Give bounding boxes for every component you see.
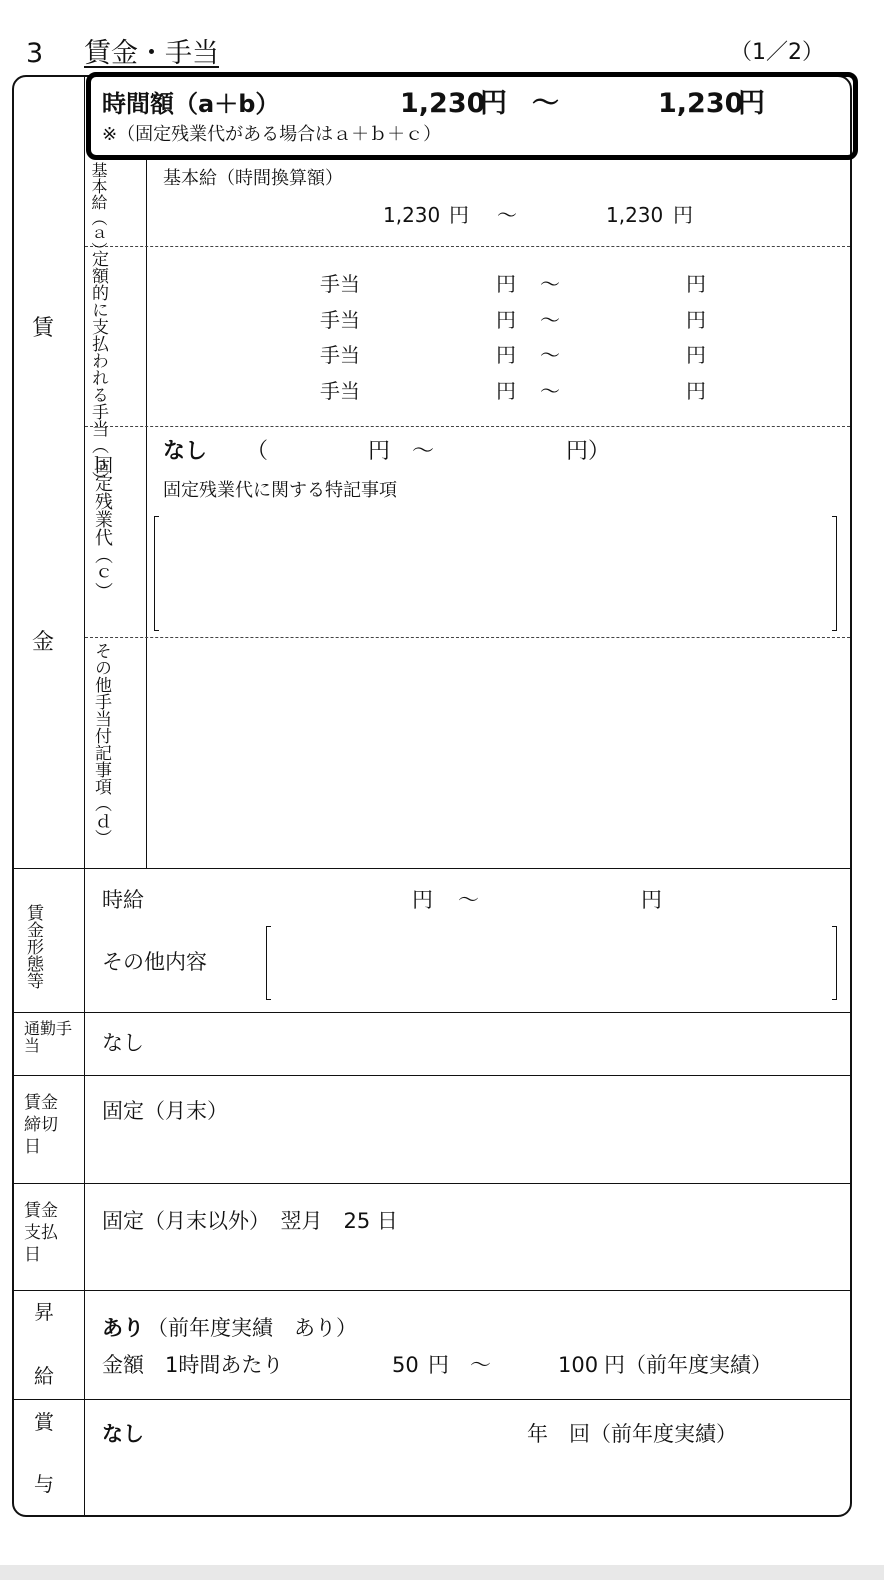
closing-side-label: 賃金締切日 — [24, 1093, 58, 1157]
raise-amount-label: 金額 1時間あたり — [102, 1353, 284, 1377]
wage-form-tilde: 〜 — [458, 888, 479, 912]
overtime-side-label: 固定残業代（ｃ） — [92, 456, 113, 600]
allowance-row-name: 手当 — [320, 343, 360, 367]
sub-column-divider — [146, 158, 147, 868]
allowance-row-tilde: 〜 — [540, 343, 560, 367]
overtime-close: 円） — [566, 439, 611, 464]
raise-max: 100 — [558, 1353, 599, 1377]
hourly-max: 1,230 — [658, 88, 744, 119]
allowance-row-tilde: 〜 — [540, 308, 560, 332]
hourly-min-yen: 円 — [480, 88, 507, 119]
raise-status: あり — [102, 1316, 144, 1340]
raise-side-char1: 昇 — [34, 1300, 54, 1324]
other-allowance-field[interactable] — [150, 642, 846, 864]
basic-min-yen: 円 — [449, 203, 469, 227]
dash-separator — [85, 246, 850, 247]
bonus-count-text: 年 回（前年度実績） — [527, 1422, 737, 1446]
sidebar-wage-char2: 金 — [32, 630, 55, 655]
allowance-row-name: 手当 — [320, 308, 360, 332]
allowance-row-yen-min: 円 — [496, 272, 516, 296]
fixed-allowance-side-label: 定額的に支払われる手当（ｂ） — [88, 250, 108, 488]
hourly-min: 1,230 — [400, 88, 486, 119]
overtime-notes-bracket-left — [154, 516, 159, 631]
bottom-bar — [0, 1565, 884, 1580]
wage-form-side-label: 賃金形態等 — [23, 904, 43, 989]
divider-raise — [13, 1290, 851, 1291]
raise-status-note: （前年度実績 あり） — [147, 1316, 357, 1340]
allowance-row-yen-min: 円 — [496, 379, 516, 403]
bonus-side-char1: 賞 — [34, 1410, 54, 1434]
wage-form-bracket-right — [832, 926, 837, 1000]
sidebar-wage-char1: 賃 — [32, 316, 55, 341]
payday-side-label: 賃金支払日 — [24, 1201, 58, 1265]
section-title: 賃金・手当 — [84, 38, 219, 69]
raise-min-yen: 円 — [428, 1353, 449, 1377]
wage-form-type: 時給 — [102, 888, 144, 912]
raise-tilde: 〜 — [470, 1353, 491, 1377]
overtime-notes-field[interactable] — [162, 520, 828, 625]
closing-value: 固定（月末） — [102, 1099, 228, 1123]
basic-title: 基本給（時間換算額） — [163, 168, 343, 189]
basic-side-label: 基本給（ａ） — [89, 162, 108, 258]
overtime-min-yen: 円 — [368, 439, 391, 464]
page-indicator: （1／2） — [730, 40, 824, 65]
section-number: 3 — [26, 38, 44, 69]
overtime-tilde: 〜 — [412, 439, 435, 464]
allowance-row-name: 手当 — [320, 272, 360, 296]
divider-bonus — [13, 1399, 851, 1400]
allowance-row-name: 手当 — [320, 379, 360, 403]
hourly-tilde: 〜 — [532, 88, 559, 119]
basic-tilde: 〜 — [497, 203, 517, 227]
bonus-status: なし — [102, 1422, 144, 1446]
wage-form-bracket-left — [266, 926, 271, 1000]
other-allowance-side-label: その他手当付記事項（ｄ） — [91, 642, 111, 846]
allowance-row-yen-max: 円 — [686, 308, 706, 332]
commute-side-label: 通勤手当 — [24, 1019, 73, 1055]
allowance-row-tilde: 〜 — [540, 272, 560, 296]
raise-min: 50 — [392, 1353, 419, 1377]
dash-separator — [85, 637, 850, 638]
divider-wage-form — [13, 868, 851, 869]
overtime-open-paren: （ — [246, 439, 269, 464]
allowance-row-yen-max: 円 — [686, 272, 706, 296]
basic-min: 1,230 — [383, 203, 441, 227]
payday-value: 固定（月末以外） 翌月 25 日 — [102, 1209, 398, 1233]
divider-commute — [13, 1012, 851, 1013]
raise-max-suffix: 円（前年度実績） — [604, 1353, 772, 1377]
overtime-status: なし — [163, 439, 208, 464]
wage-form-min-yen: 円 — [412, 888, 433, 912]
commute-value: なし — [102, 1031, 144, 1055]
bonus-side-char2: 与 — [34, 1472, 54, 1496]
basic-max: 1,230 — [606, 203, 664, 227]
basic-max-yen: 円 — [673, 203, 693, 227]
allowance-row-yen-max: 円 — [686, 379, 706, 403]
hourly-note: ※（固定残業代がある場合はａ＋ｂ＋ｃ） — [102, 124, 442, 145]
dash-separator — [85, 426, 850, 427]
divider-payday — [13, 1183, 851, 1184]
divider-closing — [13, 1075, 851, 1076]
wage-form-other-field[interactable] — [274, 928, 828, 996]
wage-form-other-label: その他内容 — [102, 950, 207, 974]
allowance-row-tilde: 〜 — [540, 379, 560, 403]
raise-side-char2: 給 — [34, 1364, 54, 1388]
overtime-notes-label: 固定残業代に関する特記事項 — [163, 480, 397, 501]
hourly-label: 時間額（a＋b） — [102, 90, 280, 118]
left-column-divider — [84, 76, 85, 1516]
allowance-row-yen-max: 円 — [686, 343, 706, 367]
hourly-max-yen: 円 — [738, 88, 765, 119]
allowance-row-yen-min: 円 — [496, 308, 516, 332]
overtime-notes-bracket-right — [832, 516, 837, 631]
wage-form-max-yen: 円 — [641, 888, 662, 912]
allowance-row-yen-min: 円 — [496, 343, 516, 367]
